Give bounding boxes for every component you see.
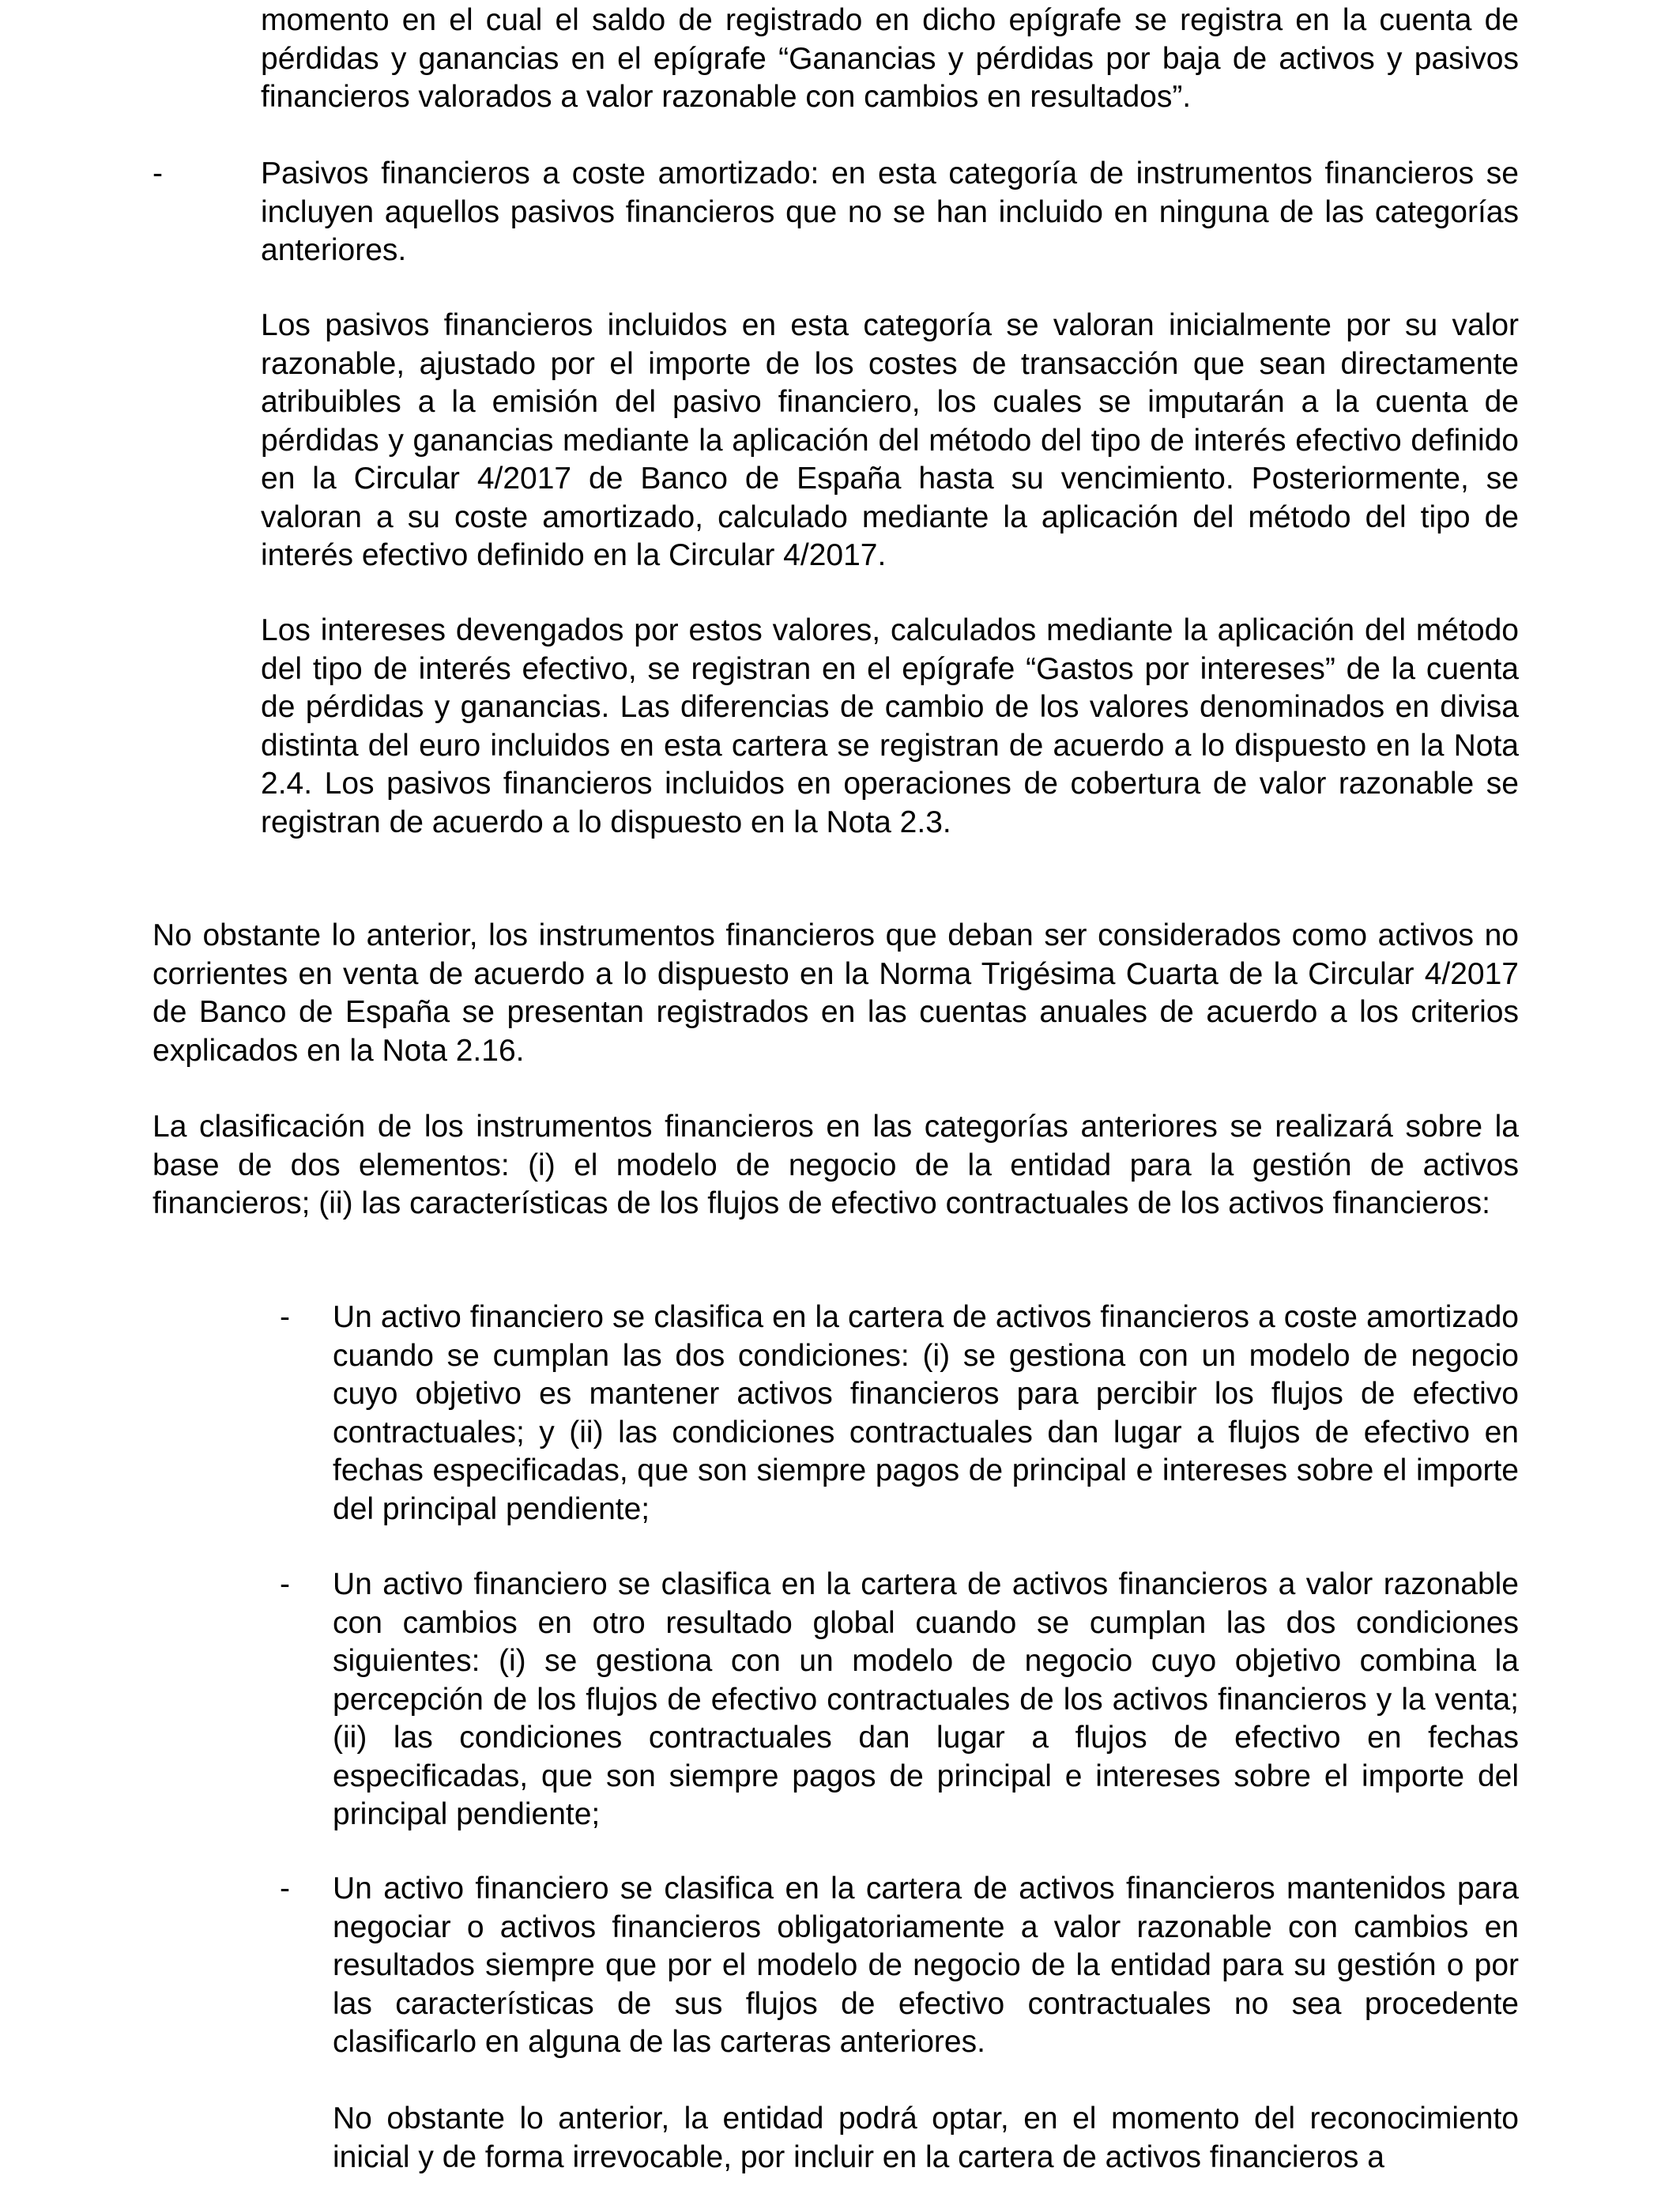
bullet-dash: - bbox=[153, 156, 163, 190]
paragraph-irrevocable-option: No obstante lo anterior, la entidad podrá optar, en el momento del reconocimiento inicial y de forma irrevocable, por incluir en la cartera de activos financieros a bbox=[333, 2102, 1519, 2174]
list-item-amortized-cost-assets: Un activo financiero se clasifica en la cartera de activos financieros a coste amortizado cuando se cumplan las dos condiciones: (i) se gestiona con un modelo de negocio cuyo objetivo es mantener activos financieros para percibir los flujos de efectivo contractuales; y (ii) las condiciones contractuales dan lugar a flujos de efectivo en fechas especificadas, que son siempre pagos de principal e intereses sobre el importe del principal pendiente; bbox=[333, 1300, 1519, 1526]
bullet-dash: - bbox=[280, 1300, 290, 1334]
bullet-dash: - bbox=[280, 1872, 290, 1906]
paragraph-classification-basis: La clasificación de los instrumentos financieros en las categorías anteriores se realizará sobre la base de dos elementos: (i) el modelo de negocio de la entidad para la gestión de activos financieros; (ii) las características de los flujos de efectivo contractuales de los activos financieros: bbox=[153, 1110, 1519, 1220]
paragraph-liabilities-valuation: Los pasivos financieros incluidos en esta categoría se valoran inicialmente por su valor razonable, ajustado por el importe de los costes de transacción que sean directamente atribuibles a la emisión del pasivo financiero, los cuales se imputarán a la cuenta de pérdidas y ganancias mediante la aplicación del método del tipo de interés efectivo definido en la Circular 4/2017 de Banco de España hasta su vencimiento. Posteriormente, se valoran a su coste amortizado, calculado mediante la aplicación del método del tipo de interés efectivo definido en la Circular 4/2017. bbox=[261, 308, 1519, 572]
list-item-held-for-trading-assets: Un activo financiero se clasifica en la cartera de activos financieros mantenidos para negociar o activos financieros obligatoriamente a valor razonable con cambios en resultados siempre que por el modelo de negocio de la entidad para su gestión o por las características de sus flujos de efectivo contractuales no sea procedente clasificarlo en alguna de las carteras anteriores. bbox=[333, 1872, 1519, 2059]
list-item-fvoci-assets: Un activo financiero se clasifica en la cartera de activos financieros a valor razonable con cambios en otro resultado global cuando se cumplan las dos condiciones siguientes: (i) se gestiona con un modelo de negocio cuyo objetivo combina la percepción de los flujos de efectivo contractuales de los activos financieros y la venta; (ii) las condiciones contractuales dan lugar a flujos de efectivo en fechas especificadas, que son siempre pagos de principal e intereses sobre el importe del principal pendiente; bbox=[333, 1567, 1519, 1831]
list-item-amortized-cost-liabilities: Pasivos financieros a coste amortizado: en esta categoría de instrumentos financieros se incluyen aquellos pasivos financieros que no se han incluido en ninguna de las categorías anteriores. bbox=[261, 156, 1519, 267]
bullet-dash: - bbox=[280, 1567, 290, 1601]
paragraph-accrued-interest: Los intereses devengados por estos valores, calculados mediante la aplicación del método del tipo de interés efectivo, se registran en el epígrafe “Gastos por intereses” de la cuenta de pérdidas y ganancias. Las diferencias de cambio de los valores denominados en divisa distinta del euro incluidos en esta cartera se registran de acuerdo a lo dispuesto en la Nota 2.4. Los pasivos financieros incluidos en operaciones de cobertura de valor razonable se registran de acuerdo a lo dispuesto en la Nota 2.3. bbox=[261, 613, 1519, 839]
paragraph-non-current-assets: No obstante lo anterior, los instrumentos financieros que deban ser considerados como activos no corrientes en venta de acuerdo a lo dispuesto en la Norma Trigésima Cuarta de la Circular 4/2017 de Banco de España se presentan registrados en las cuentas anuales de acuerdo a los criterios explicados en la Nota 2.16. bbox=[153, 918, 1519, 1068]
paragraph-fair-value-derecognition: momento en el cual el saldo de registrado en dicho epígrafe se registra en la cuenta de pérdidas y ganancias en el epígrafe “Ganancias y pérdidas por baja de activos y pasivos financieros valorados a valor razonable con cambios en resultados”. bbox=[261, 3, 1519, 114]
